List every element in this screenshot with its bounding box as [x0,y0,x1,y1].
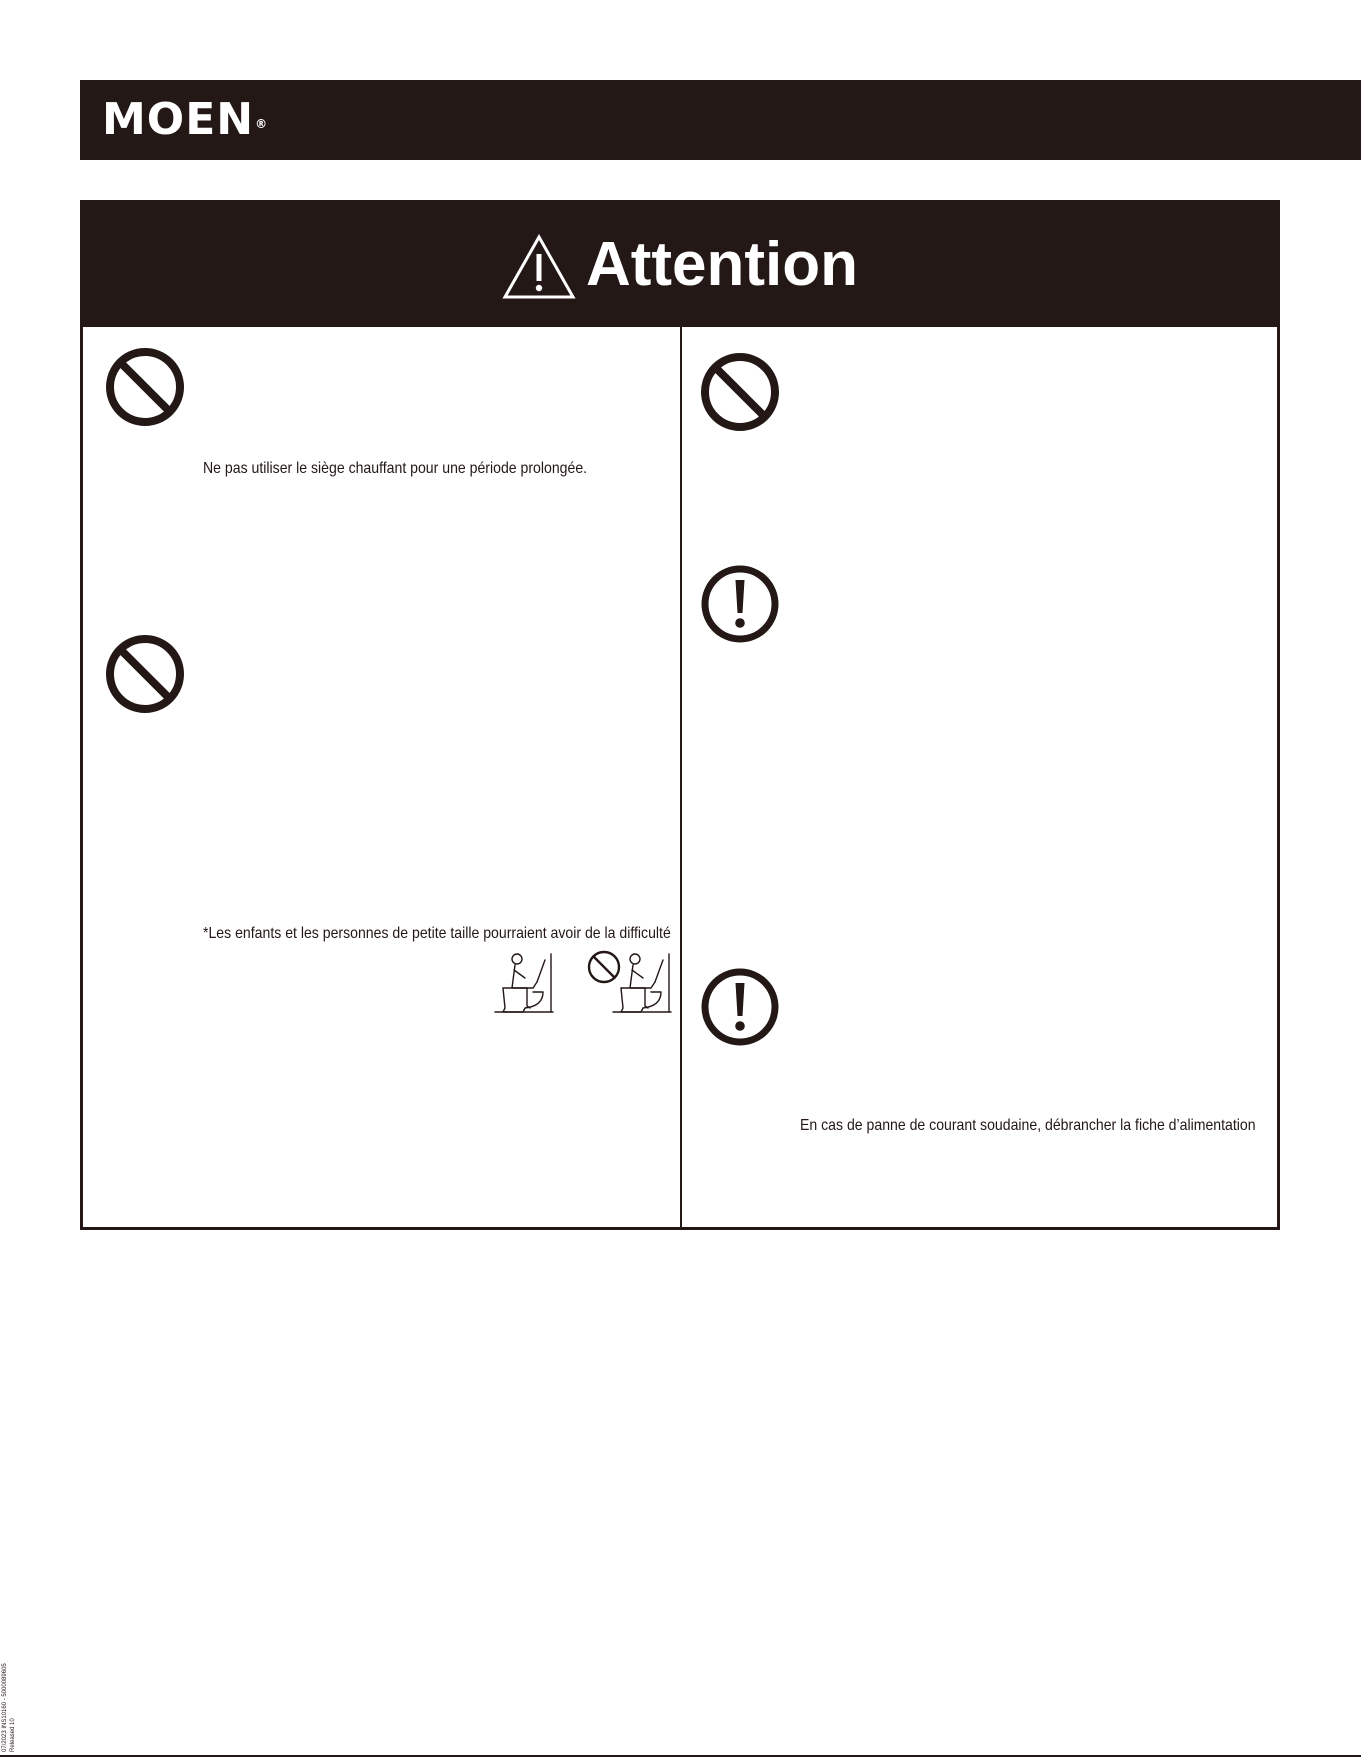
prohibition-icon [104,346,186,428]
brand-logo [102,96,268,144]
heated-seat-warning-text: Ne pas utiliser le siège chauffant pour une période prolongée. [203,460,588,477]
print-code-line-2: Released 10 [10,1718,16,1752]
prohibition-icon [104,633,186,715]
prohibition-icon [699,351,781,433]
print-code [2,1640,20,1752]
power-failure-warning-text: En cas de panne de courant soudaine, débrancher la fiche d’alimentation [800,1117,1256,1134]
brand-header-bar [80,80,1361,160]
attention-panel [80,200,1280,1230]
person-seated-prohibited-icon [589,952,671,1012]
warning-triangle-icon [502,234,576,300]
registered-mark: ® [255,117,269,131]
exclamation-icon [699,563,781,645]
attention-header [83,203,1277,327]
column-divider [680,327,682,1230]
seating-illustrations [473,948,673,1028]
attention-title: Attention [585,230,859,299]
bottom-rule [0,1755,1361,1757]
brand-name: MOEN [102,94,255,145]
children-warning-text: *Les enfants et les personnes de petite taille pourraient avoir de la difficulté [203,925,671,942]
print-code-line-1: 07/2023 INS10160 - 5000089605 [2,1663,8,1752]
person-seated-correct-icon [495,954,553,1012]
exclamation-icon [699,966,781,1048]
